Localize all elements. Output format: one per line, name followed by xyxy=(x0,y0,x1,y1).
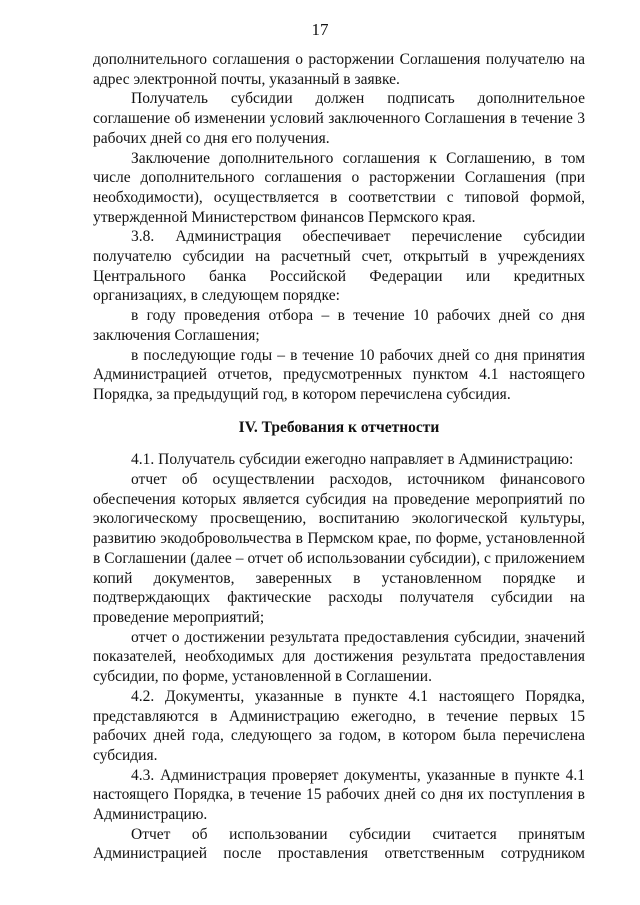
paragraph-4-2: 4.2. Документы, указанные в пункте 4.1 настоящего Порядка, представляются в Администрацию ежегодно, в течение первых 15 рабочих дней года, следующего за годом, в котором была перечислена субсидия. xyxy=(93,687,585,764)
paragraph-following-years: в последующие годы – в течение 10 рабочих дней со дня принятия Администрацией отчетов, предусмотренных пунктом 4.1 настоящего Порядка, за предыдущий год, в котором перечислена субсидия. xyxy=(93,346,585,403)
section-heading: IV. Требования к отчетности xyxy=(238,418,440,436)
page-number: 17 xyxy=(311,20,329,39)
paragraph-expense-report: отчет об осуществлении расходов, источником финансового обеспечения которых является субсидия на проведение мероприятий по экологическому просвещению, воспитанию экологической культуры, развитию экодобровольчества в Пермском крае, по форме, установленной в Соглашении (далее – отчет об использовании субсидии), с приложением копий документов, заверенных в установленном порядке и подтверждающих фактические расходы получателя субсидии на проведение мероприятий; xyxy=(93,471,585,626)
paragraph-continuation: дополнительного соглашения о расторжении Соглашения получателю на адрес электронной почты, указанный в заявке. xyxy=(93,51,585,88)
paragraph-report-accepted: Отчет об использовании субсидии считается принятым Администрацией после проставления ответственным сотрудником xyxy=(93,825,585,863)
paragraph-4-3: 4.3. Администрация проверяет документы, указанные в пункте 4.1 настоящего Порядка, в течение 15 рабочих дней со дня их поступления в Администрацию. xyxy=(93,766,585,824)
paragraph-4-1: 4.1. Получатель субсидии ежегодно направляет в Администрацию: xyxy=(131,451,574,469)
paragraph-selection-year: в году проведения отбора – в течение 10 рабочих дней со дня заключения Соглашения; xyxy=(93,307,585,344)
document-body xyxy=(93,50,585,864)
paragraph-3-8: 3.8. Администрация обеспечивает перечисление субсидии получателю субсидии на расчетный счет, открытый в учреждениях Центрального банка Российской Федерации или кредитных организациях, в следующем порядке: xyxy=(93,228,585,305)
paragraph-sign-agreement: Получатель субсидии должен подписать дополнительное соглашение об изменении условий заключенного Соглашения в течение 3 рабочих дней со дня его получения. xyxy=(93,90,585,147)
paragraph-agreement-conclusion: Заключение дополнительного соглашения к Соглашению, в том числе дополнительного соглашения о расторжении Соглашения (при необходимости), осуществляется в соответствии с типовой формой, утвержденной Министерством финансов Пермского края. xyxy=(93,149,585,226)
paragraph-result-report: отчет о достижении результата предоставления субсидии, значений показателей, необходимых для достижения результата предоставления субсидии, по форме, установленной в Соглашении. xyxy=(93,628,585,686)
